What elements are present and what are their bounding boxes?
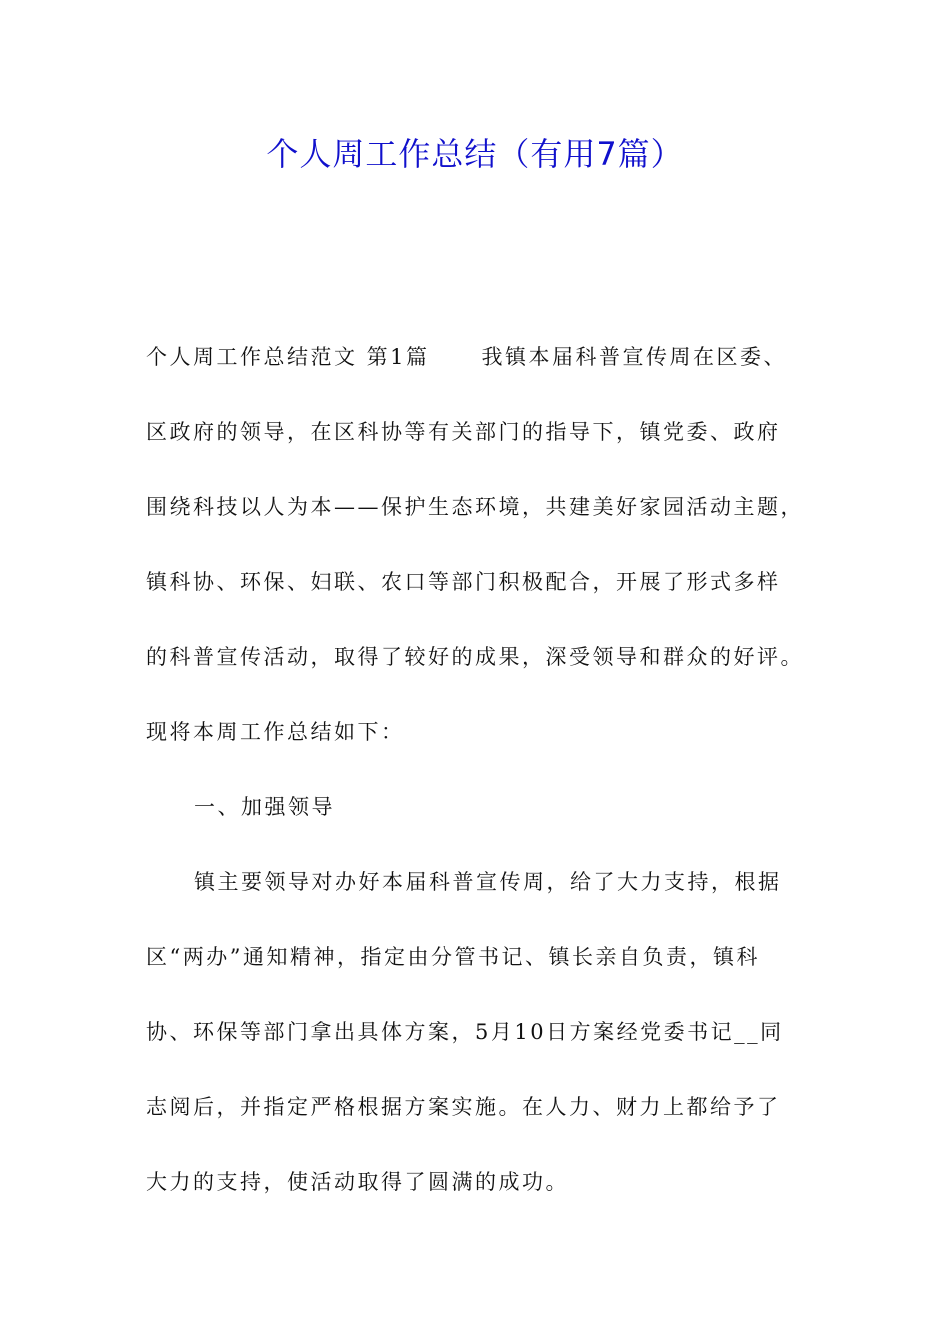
paragraph-line: 的科普宣传活动，取得了较好的成果，深受领导和群众的好评。 xyxy=(146,645,804,669)
paragraph-line: 镇主要领导对办好本届科普宣传周，给了大力支持，根据 xyxy=(194,870,782,894)
section-heading: 个人周工作总结范文 第1篇 xyxy=(146,345,430,369)
subsection-heading: 一、加强领导 xyxy=(194,795,335,819)
paragraph-line xyxy=(146,339,787,375)
paragraph-line: 镇科协、环保、妇联、农口等部门积极配合，开展了形式多样 xyxy=(146,570,781,594)
paragraph-line: 现将本周工作总结如下： xyxy=(146,720,405,744)
paragraph-line: 志阅后，并指定严格根据方案实施。在人力、财力上都给予了 xyxy=(146,1095,781,1119)
paragraph-line: 协、环保等部门拿出具体方案，5月10日方案经党委书记__同 xyxy=(146,1020,784,1044)
paragraph-line: 区政府的领导，在区科协等有关部门的指导下，镇党委、政府 xyxy=(146,420,781,444)
paragraph-line: 大力的支持，使活动取得了圆满的成功。 xyxy=(146,1170,569,1194)
paragraph-text: 我镇本届科普宣传周在区委、 xyxy=(481,345,788,369)
paragraph-line: 围绕科技以人为本——保护生态环境，共建美好家园活动主题， xyxy=(146,495,804,519)
paragraph-line: 区“两办”通知精神，指定由分管书记、镇长亲自负责，镇科 xyxy=(146,945,760,969)
document-title: 个人周工作总结（有用7篇） xyxy=(266,135,684,173)
